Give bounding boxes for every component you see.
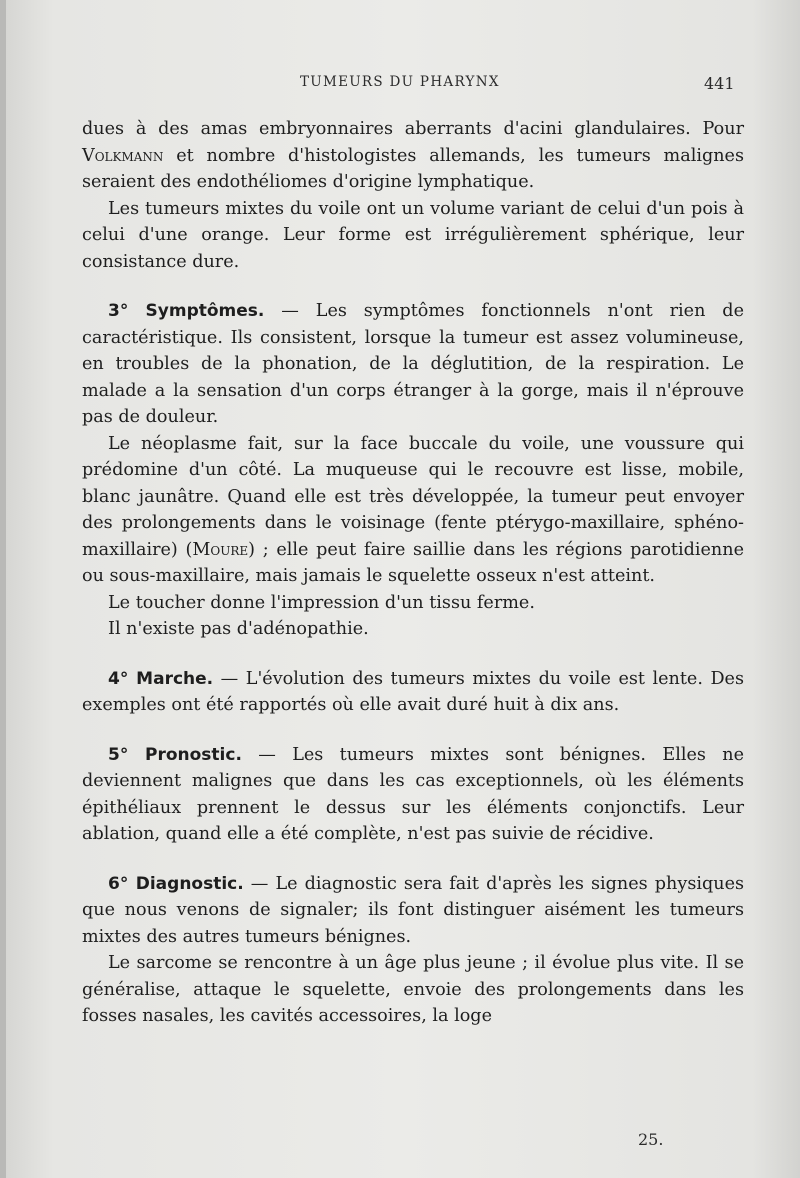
page-header	[6, 74, 800, 98]
intro-text-a: dues à des amas embryonnaires aberrants d'acini glandulaires. Pour	[82, 119, 744, 139]
symptomes-text-1: — Les symptômes fonctionnels n'ont rien de caractéristique. Ils consistent, lorsque la tumeur est assez volumineuse, en troubles de la phonation, de la déglutition, de la respiration. Le malade a la sensation d'un corps étranger à la gorge, mais il n'éprouve pas de douleur.	[82, 301, 744, 427]
symptomes-paragraph-4: Il n'existe pas d'adénopathie.	[108, 619, 369, 639]
book-page	[6, 0, 800, 1178]
section-diagnostic	[82, 871, 744, 1030]
symptomes-text-2a: Le néoplasme fait, sur la face buccale du voile, une voussure qui prédomine d'un côté. La muqueuse qui le recouvre est lisse, mobile, blanc jaunâtre. Quand elle est très développée, la tumeur peut envoyer des prolongements dans le voisinage (fente ptérygo-maxillaire, sphéno-maxillaire) (	[82, 433, 744, 560]
section-heading-symptomes: 3° Symptômes.	[108, 301, 265, 321]
symptomes-text-2b: ) ; elle peut faire saillie dans les régions parotidienne ou sous-maxillaire, mais jamais le squelette osseux n'est atteint.	[82, 539, 745, 586]
section-symptomes	[82, 298, 744, 643]
pronostic-paragraph-1	[82, 742, 744, 848]
printer-signature-mark: 25.	[638, 1130, 664, 1149]
page-number: 441	[704, 74, 735, 93]
pronostic-text-1: — Les tumeurs mixtes sont bénignes. Elles ne deviennent malignes que dans les cas exceptionnels, où les éléments épithéliaux prennent le dessus sur les éléments conjonctifs. Leur ablation, quand elle a été complète, n'est pas suivie de récidive.	[82, 744, 744, 844]
section-heading-diagnostic: 6° Diagnostic.	[108, 873, 244, 894]
section-pronostic	[82, 742, 744, 848]
intro-text-b: et nombre d'histologistes allemands, les tumeurs malignes seraient des endothéliomes d'origine lymphatique.	[82, 145, 744, 192]
symptomes-paragraph-3: Le toucher donne l'impression d'un tissu ferme.	[108, 592, 535, 613]
diagnostic-text-1: — Le diagnostic sera fait d'après les signes physiques que nous venons de signaler; ils font distinguer aisément les tumeurs mixtes des autres tumeurs bénignes.	[82, 873, 745, 947]
page-body	[82, 116, 744, 1030]
section-marche	[82, 666, 744, 719]
symptomes-paragraph-2	[82, 431, 744, 590]
section-heading-marche: 4° Marche.	[108, 668, 214, 689]
running-title: TUMEURS DU PHARYNX	[300, 74, 500, 90]
author-name-moure: Moure	[192, 539, 249, 560]
diagnostic-paragraph-1	[82, 871, 744, 951]
symptomes-paragraph-1	[82, 298, 744, 431]
diagnostic-paragraph-2: Le sarcome se rencontre à un âge plus jeune ; il évolue plus vite. Il se généralise, attaque le squelette, envoie des prolongements dans les fosses nasales, les cavités accessoires, la loge	[82, 953, 744, 1026]
intro-paragraph-2: Les tumeurs mixtes du voile ont un volume variant de celui d'un pois à celui d'une orange. Leur forme est irrégulièrement sphérique, leur consistance dure.	[82, 198, 744, 272]
marche-paragraph-1	[82, 666, 744, 719]
section-heading-pronostic: 5° Pronostic.	[108, 744, 242, 765]
author-name-volkmann: Volkmann	[82, 145, 164, 166]
intro-paragraph-1	[82, 116, 744, 196]
marche-text-1: — L'évolution des tumeurs mixtes du voile est lente. Des exemples ont été rapportés où elle avait duré huit à dix ans.	[82, 668, 744, 715]
